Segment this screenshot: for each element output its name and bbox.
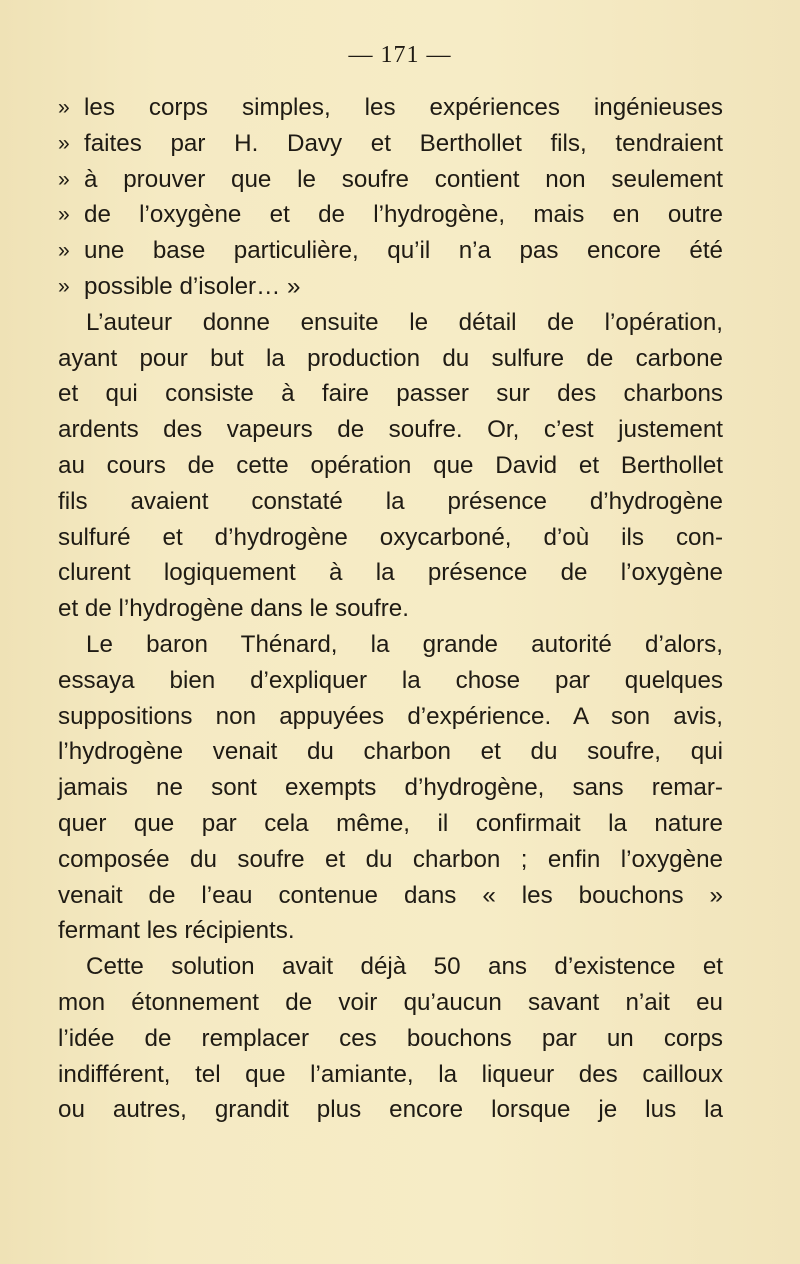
paragraph-first-line: Le baron Thénard, la grande autorité d’alors, bbox=[86, 630, 723, 658]
text-line: fils avaient constaté la présence d’hydrogène bbox=[58, 487, 723, 515]
text-line: une base particulière, qu’il n’a pas encore été bbox=[84, 237, 723, 265]
quoted-line bbox=[58, 126, 723, 162]
text-line: indifférent, tel que l’amiante, la liqueur des cailloux bbox=[58, 1060, 723, 1088]
text-line: et qui consiste à faire passer sur des charbons bbox=[58, 380, 723, 408]
quoted-line bbox=[58, 90, 723, 126]
text-line: sulfuré et d’hydrogène oxycarboné, d’où ils con- bbox=[58, 523, 723, 551]
text-line: jamais ne sont exempts d’hydrogène, sans remar- bbox=[58, 774, 723, 802]
quoted-line bbox=[58, 269, 723, 305]
quoted-line bbox=[58, 197, 723, 233]
quoted-line bbox=[58, 233, 723, 269]
text-line: de l’oxygène et de l’hydrogène, mais en outre bbox=[84, 201, 723, 229]
text-line: ou autres, grandit plus encore lorsque je lus la bbox=[58, 1096, 723, 1124]
text-line: l’idée de remplacer ces bouchons par un corps bbox=[58, 1024, 723, 1052]
text-line: clurent logiquement à la présence de l’oxygène bbox=[58, 559, 723, 587]
page-number: — 171 — bbox=[348, 42, 452, 68]
text-line: et de l’hydrogène dans le soufre. bbox=[58, 595, 409, 623]
paragraph-first-line: L’auteur donne ensuite le détail de l’opération, bbox=[86, 308, 723, 336]
text-line: au cours de cette opération que David et Berthollet bbox=[58, 451, 723, 479]
quote-mark: » bbox=[58, 96, 70, 119]
text-line: composée du soufre et du charbon ; enfin l’oxygène bbox=[58, 845, 723, 873]
quote-mark: » bbox=[58, 131, 70, 155]
quote-mark: » bbox=[58, 239, 70, 263]
text-line: ayant pour but la production du sulfure de carbone bbox=[58, 344, 723, 372]
quoted-line bbox=[58, 162, 723, 198]
text-line: essaya bien d’expliquer la chose par quelques bbox=[58, 666, 723, 694]
quote-mark: » bbox=[58, 203, 70, 227]
text-line: fermant les récipients. bbox=[58, 917, 295, 945]
text-line: à prouver que le soufre contient non seulement bbox=[84, 165, 723, 193]
text-line: suppositions non appuyées d’expérience. A son avis, bbox=[58, 702, 723, 730]
quote-mark: » bbox=[58, 274, 70, 298]
text-line: possible d’isoler… » bbox=[84, 272, 301, 300]
text-line: l’hydrogène venait du charbon et du soufre, qui bbox=[58, 738, 723, 766]
text-line: mon étonnement de voir qu’aucun savant n’ait eu bbox=[58, 988, 723, 1016]
text-line: ardents des vapeurs de soufre. Or, c’est justement bbox=[58, 416, 723, 444]
paragraph-first-line: Cette solution avait déjà 50 ans d’existence et bbox=[86, 953, 723, 981]
text-line: quer que par cela même, il confirmait la nature bbox=[58, 809, 723, 837]
text-line: faites par H. Davy et Berthollet fils, tendraient bbox=[84, 129, 723, 157]
body-text bbox=[58, 90, 723, 1128]
quote-mark: » bbox=[58, 167, 70, 191]
text-line: les corps simples, les expériences ingénieuses bbox=[84, 94, 723, 121]
text-line: venait de l’eau contenue dans « les bouchons » bbox=[58, 881, 723, 909]
